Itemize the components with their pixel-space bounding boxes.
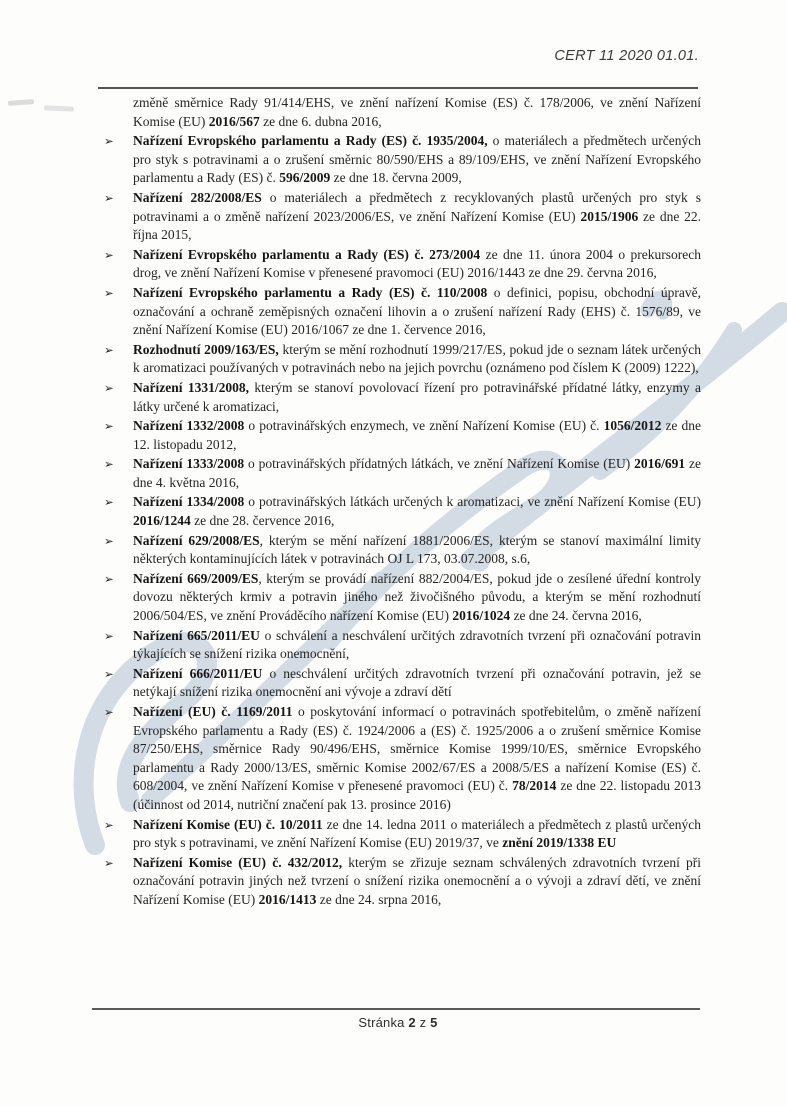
regulation-text: Nařízení 1332/2008 o potravinářských enzymech, ve znění Nařízení Komise (EU) č. 1056/2012 ze dne 12. listopadu 2012, xyxy=(133,418,701,452)
bullet-arrow-icon: ➢ xyxy=(104,342,114,357)
regulation-text: Nařízení 669/2009/ES, kterým se provádí nařízení 882/2004/ES, pokud jde o zesílené úřední kontroly dovozu některých krmiv a potravin jiného než živočišného původu, a kterým se mění rozhodnutí 2006/504/ES, ve znění Prováděcího nařízení Komise (EU) 2016/1024 ze dne 24. června 2016, xyxy=(133,570,701,624)
regulation-text: Rozhodnutí 2009/163/ES, kterým se mění rozhodnutí 1999/217/ES, pokud jde o seznam látek určených k aromatizaci používaných v potravinách nebo na jejich povrchu (oznámeno pod číslem K (2009) 1222), xyxy=(133,341,701,376)
regulation-item xyxy=(104,665,701,702)
scan-artifact xyxy=(8,99,34,106)
bullet-arrow-icon: ➢ xyxy=(104,134,114,149)
regulation-text: Nařízení Evropského parlamentu a Rady (ES) č. 110/2008 o definici, popisu, obchodní úpravě, označování a ochraně zeměpisných označení lihovin a o zrušení nařízení Rady (EHS) č. 1576/89, ve znění Nařízení Komise (EU) 2016/1067 ze dne 1. července 2016, xyxy=(133,284,701,338)
bullet-arrow-icon: ➢ xyxy=(104,190,114,205)
scan-artifact xyxy=(44,105,74,112)
bullet-arrow-icon: ➢ xyxy=(104,666,114,681)
bullet-arrow-icon: ➢ xyxy=(104,495,114,510)
regulation-item xyxy=(104,284,701,340)
regulation-item xyxy=(104,341,701,378)
bullet-arrow-icon: ➢ xyxy=(104,380,114,395)
regulation-text: Nařízení 629/2008/ES, kterým se mění nařízení 1881/2006/ES, kterým se stanoví maximální limity některých kontaminujících látek v potravinách OJ L 173, 03.07.2008, s.6, xyxy=(133,532,701,567)
regulation-text: Nařízení 666/2011/EU o neschválení určitých zdravotních tvrzení při označování potravin, jež se netýkají snížení rizika onemocnění ani vývoje a zdraví dětí xyxy=(133,665,701,700)
page-number: Stránka 2 z 5 xyxy=(358,1015,438,1030)
bullet-arrow-icon: ➢ xyxy=(104,285,114,300)
regulation-item xyxy=(104,246,701,283)
regulation-item xyxy=(104,493,701,530)
regulation-item xyxy=(104,455,701,492)
regulation-item xyxy=(104,627,701,664)
regulation-text: Nařízení 1331/2008, kterým se stanoví povolovací řízení pro potravinářské přídatné látky, enzymy a látky určené k aromatizaci, xyxy=(133,379,701,414)
bullet-arrow-icon: ➢ xyxy=(104,247,114,262)
regulation-text: Nařízení Komise (EU) č. 10/2011 ze dne 14. ledna 2011 o materiálech a předmětech z plastů určených pro styk s potravinami, ve znění Nařízení Komise (EU) 2019/37, ve znění 2019/1338 EU xyxy=(133,816,701,851)
regulation-item xyxy=(104,132,701,188)
regulation-item xyxy=(104,379,701,416)
regulation-text: Nařízení 282/2008/ES o materiálech a předmětech z recyklovaných plastů určených pro styk s potravinami a o změně nařízení 2023/2006/ES, ve znění Nařízení Komise (EU) 2015/1906 ze dne 22. října 2015, xyxy=(133,189,701,243)
regulation-text: změně směrnice Rady 91/414/EHS, ve znění nařízení Komise (ES) č. 178/2006, ve znění Nařízení Komise (EU) 2016/567 ze dne 6. dubna 2016, xyxy=(133,95,701,129)
bullet-arrow-icon: ➢ xyxy=(104,419,114,434)
bullet-arrow-icon: ➢ xyxy=(104,457,114,472)
bullet-arrow-icon: ➢ xyxy=(104,705,114,719)
regulation-item xyxy=(104,417,701,454)
regulation-text: Nařízení 665/2011/EU o schválení a neschválení určitých zdravotních tvrzení při označování potravin týkajících se snížení rizika onemocnění, xyxy=(133,627,701,662)
page-footer xyxy=(98,1015,698,1030)
bullet-arrow-icon: ➢ xyxy=(104,571,114,586)
regulation-item xyxy=(104,703,701,815)
regulation-item xyxy=(104,854,701,910)
regulation-text: Nařízení Evropského parlamentu a Rady (ES) č. 273/2004 ze dne 11. února 2004 o prekursorech drog, ve znění Nařízení Komise v přenesené pravomoci (EU) 2016/1443 ze dne 29. června 2016, xyxy=(133,246,701,281)
bullet-arrow-icon: ➢ xyxy=(104,855,114,870)
regulation-text: Nařízení 1334/2008 o potravinářských látkách určených k aromatizaci, ve znění Nařízení Komise (EU) 2016/1244 ze dne 28. července 2016, xyxy=(133,494,701,529)
intro-paragraph xyxy=(104,94,701,131)
regulation-item xyxy=(104,816,701,853)
regulation-text: Nařízení Komise (EU) č. 432/2012, kterým se zřizuje seznam schválených zdravotních tvrzení při označování potravin jiných než tvrzení o snížení rizika onemocnění a o vývoji a zdraví dětí, ve znění Nařízení Komise (EU) 2016/1413 ze dne 24. srpna 2016, xyxy=(133,854,701,907)
regulation-item xyxy=(104,570,701,626)
regulation-text: Nařízení 1333/2008 o potravinářských přídatných látkách, ve znění Nařízení Komise (EU) 2016/691 ze dne 4. května 2016, xyxy=(133,456,701,490)
regulation-text: Nařízení Evropského parlamentu a Rady (ES) č. 1935/2004, o materiálech a předmětech určených pro styk s potravinami a o zrušení směrnic 80/590/EHS a 89/109/EHS, ve znění Nařízení Evropského parlamentu a Rady (ES) č. 596/2009 ze dne 18. června 2009, xyxy=(133,133,701,186)
document-reference: CERT 11 2020 01.01. xyxy=(554,48,699,64)
page-header xyxy=(98,48,699,64)
regulation-list xyxy=(104,94,701,1006)
header-divider xyxy=(98,87,698,89)
footer-divider xyxy=(92,1008,700,1010)
bullet-arrow-icon: ➢ xyxy=(104,628,114,643)
regulation-text: Nařízení (EU) č. 1169/2011 o poskytování informací o potravinách spotřebitelům, o změně nařízení Evropského parlamentu a Rady (ES) č. 1924/2006 a (ES) č. 1925/2006 a o zrušení směrnice Komise 87/250/EHS, směrnice Rady 90/496/EHS, směrnice Komise 1999/10/ES, směrnice Evropského parlamentu a Rady 2000/13/ES, směrnic Komise 2002/67/ES a 2008/5/ES a nařízení Komise (ES) č. 608/2004, ve znění Nařízení Komise v přenesené pravomoci (EU) č. 78/2014 ze dne 22. listopadu 2013 (účinnost od 2014, nutriční značení pak 13. prosince 2016) xyxy=(133,704,701,812)
bullet-arrow-icon: ➢ xyxy=(104,817,114,832)
bullet-arrow-icon: ➢ xyxy=(104,533,114,548)
regulation-item xyxy=(104,532,701,569)
regulation-item xyxy=(104,189,701,245)
bullet-spacer xyxy=(104,94,133,131)
